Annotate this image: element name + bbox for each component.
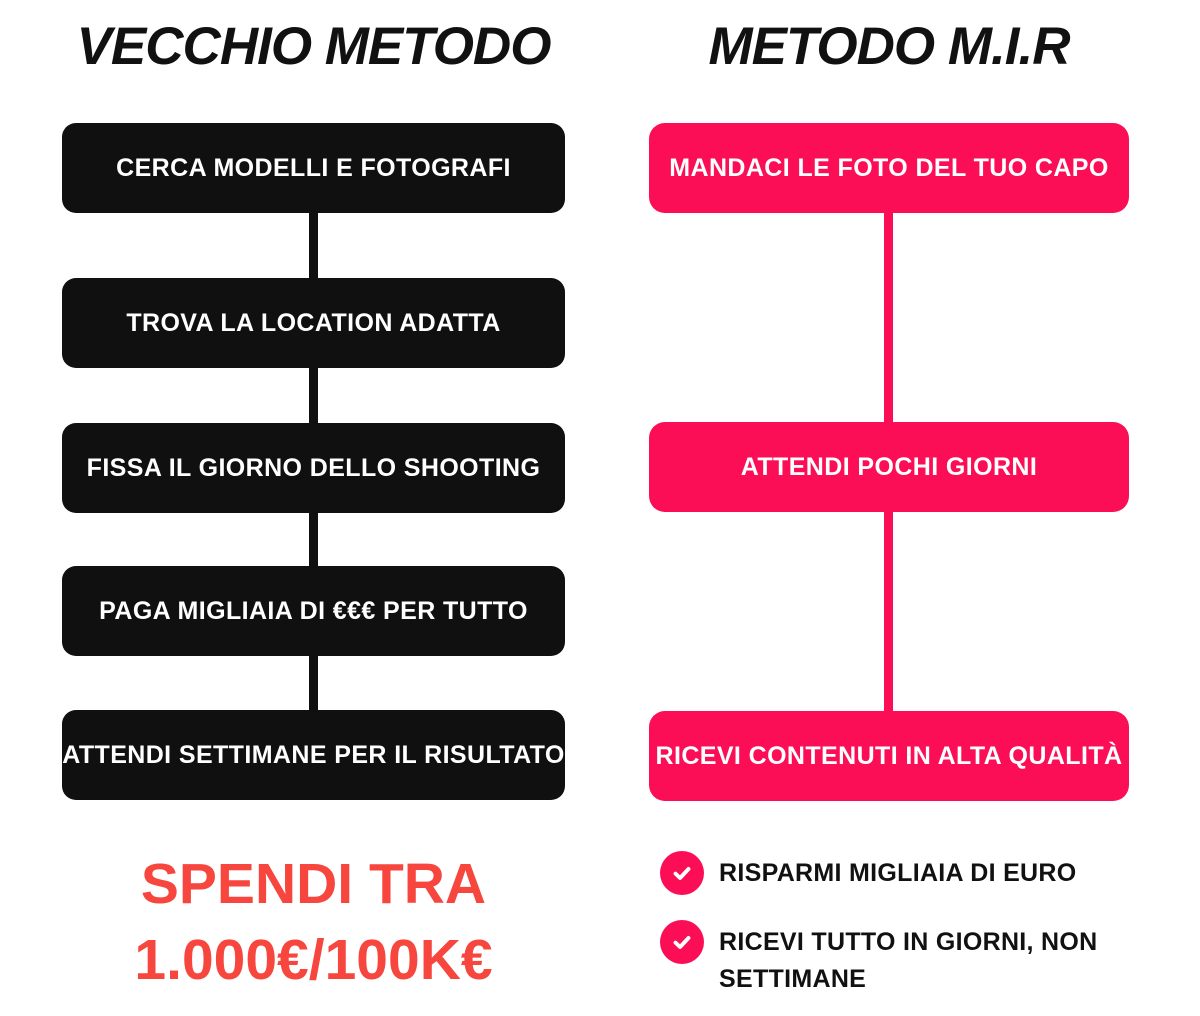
benefit-item [660, 920, 1170, 998]
old-method-step-4: PAGA MIGLIAIA DI €€€ PER TUTTO [62, 566, 565, 656]
mir-benefits-list [660, 851, 1170, 1016]
check-circle-icon [660, 920, 704, 964]
old-method-step-5: ATTENDI SETTIMANE PER IL RISULTATO [62, 710, 565, 800]
mir-method-step-3: RICEVI CONTENUTI IN ALTA QUALITÀ [649, 711, 1129, 801]
cost-line-1: SPENDI TRA [140, 852, 487, 916]
old-method-title: VECCHIO METODO [76, 17, 551, 76]
benefit-item [660, 851, 1170, 895]
cost-line-2: 1.000€/100K€ [134, 928, 493, 992]
benefit-label: RICEVI TUTTO IN GIORNI, NON SETTIMANE [719, 928, 1098, 993]
check-circle-icon [660, 851, 704, 895]
mir-method-step-2: ATTENDI POCHI GIORNI [649, 422, 1129, 512]
mir-method-title: METODO M.I.R [708, 17, 1070, 76]
old-method-step-3: FISSA IL GIORNO DELLO SHOOTING [62, 423, 565, 513]
mir-method-step-1: MANDACI LE FOTO DEL TUO CAPO [649, 123, 1129, 213]
old-method-step-2: TROVA LA LOCATION ADATTA [62, 278, 565, 368]
old-method-cost-text [40, 846, 587, 998]
old-method-step-1: CERCA MODELLI E FOTOGRAFI [62, 123, 565, 213]
benefit-label: RISPARMI MIGLIAIA DI EURO [719, 859, 1077, 887]
